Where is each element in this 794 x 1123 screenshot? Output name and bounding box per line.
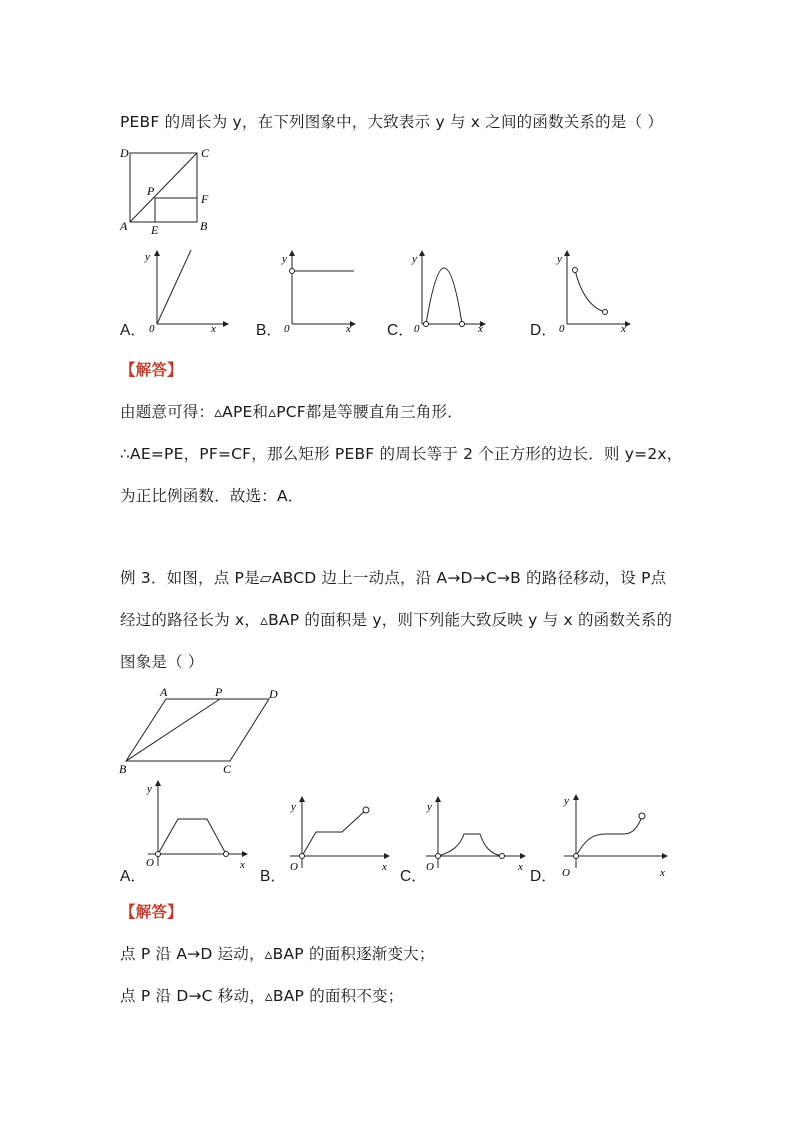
svg-text:0: 0 bbox=[559, 323, 565, 335]
q3-graph-b bbox=[282, 790, 392, 885]
label-E: E bbox=[151, 223, 159, 237]
q2-option-b[interactable]: B． bbox=[256, 322, 282, 339]
q2-option-a[interactable]: A． bbox=[120, 322, 146, 339]
svg-text:O: O bbox=[290, 861, 298, 873]
q2-graph-b bbox=[280, 248, 360, 333]
svg-text:O: O bbox=[562, 867, 570, 879]
q2-graph-c bbox=[410, 248, 490, 333]
label-A: A bbox=[120, 219, 128, 233]
svg-text:y: y bbox=[291, 801, 296, 813]
svg-text:y: y bbox=[282, 253, 287, 265]
question-3-line-2: 经过的路径长为 x，▵BAP 的面积是 y，则下列能大致反映 y 与 x 的函数关系的 bbox=[120, 611, 673, 629]
label-D: D bbox=[269, 687, 278, 701]
svg-text:x: x bbox=[518, 861, 523, 873]
svg-text:y: y bbox=[427, 801, 432, 813]
q3-option-c[interactable]: C． bbox=[400, 868, 427, 885]
q2-graph-a bbox=[145, 248, 225, 333]
label-C: C bbox=[201, 146, 210, 160]
svg-text:y: y bbox=[557, 253, 562, 265]
svg-text:x: x bbox=[382, 861, 387, 873]
svg-text:x: x bbox=[240, 859, 245, 871]
svg-text:x: x bbox=[621, 323, 626, 335]
svg-text:x: x bbox=[346, 323, 351, 335]
svg-text:y: y bbox=[412, 253, 417, 265]
solution-3-heading: 【解答】 bbox=[120, 903, 183, 921]
solution-2-line-1: 由题意可得：▵APE和▵PCF都是等腰直角三角形． bbox=[120, 403, 463, 421]
label-B: B bbox=[200, 219, 208, 233]
q3-graph-a bbox=[140, 778, 250, 873]
label-B: B bbox=[119, 762, 127, 776]
q2-option-c[interactable]: C． bbox=[387, 322, 414, 339]
solution-3-line-1: 点 P 沿 A→D 运动，▵BAP 的面积逐渐变大； bbox=[120, 945, 435, 963]
svg-text:0: 0 bbox=[149, 323, 155, 335]
label-F: F bbox=[201, 192, 209, 206]
q3-option-d[interactable]: D． bbox=[530, 868, 557, 885]
question-3-line-3: 图象是（ ） bbox=[120, 653, 204, 671]
svg-text:x: x bbox=[478, 323, 483, 335]
label-C: C bbox=[223, 762, 232, 776]
solution-3-line-2: 点 P 沿 D→C 移动，▵BAP 的面积不变； bbox=[120, 987, 404, 1005]
svg-text:y: y bbox=[145, 251, 150, 263]
q3-graph-d bbox=[556, 790, 676, 885]
square-figure bbox=[118, 143, 228, 237]
question-2-stem: PEBF 的周长为 y，在下列图象中，大致表示 y 与 x 之间的函数关系的是（ ） bbox=[120, 113, 664, 131]
label-P: P bbox=[147, 184, 155, 198]
svg-text:0: 0 bbox=[284, 323, 290, 335]
label-P: P bbox=[215, 685, 223, 699]
svg-text:0: 0 bbox=[414, 323, 420, 335]
q2-graph-d bbox=[555, 248, 635, 333]
label-A: A bbox=[160, 685, 168, 699]
parallelogram-figure bbox=[116, 684, 296, 779]
label-D: D bbox=[120, 146, 129, 160]
q3-option-a[interactable]: A． bbox=[120, 868, 146, 885]
q3-graph-c bbox=[418, 790, 528, 885]
question-3-line-1: 例 3．如图，点 P是▱ABCD 边上一动点，沿 A→D→C→B 的路径移动，设 P点 bbox=[120, 569, 667, 587]
solution-2-line-2: ∴AE=PE，PF=CF，那么矩形 PEBF 的周长等于 2 个正方形的边长．则 y=2x， bbox=[120, 445, 683, 463]
svg-text:y: y bbox=[147, 783, 152, 795]
svg-text:x: x bbox=[660, 867, 665, 879]
svg-text:x: x bbox=[211, 323, 216, 335]
svg-text:y: y bbox=[564, 795, 569, 807]
solution-2-line-3: 为正比例函数．故选：A． bbox=[120, 487, 304, 505]
q2-option-d[interactable]: D． bbox=[530, 322, 557, 339]
solution-2-heading: 【解答】 bbox=[120, 361, 183, 379]
svg-text:O: O bbox=[146, 857, 154, 869]
svg-text:O: O bbox=[426, 861, 434, 873]
q3-option-b[interactable]: B． bbox=[260, 868, 286, 885]
